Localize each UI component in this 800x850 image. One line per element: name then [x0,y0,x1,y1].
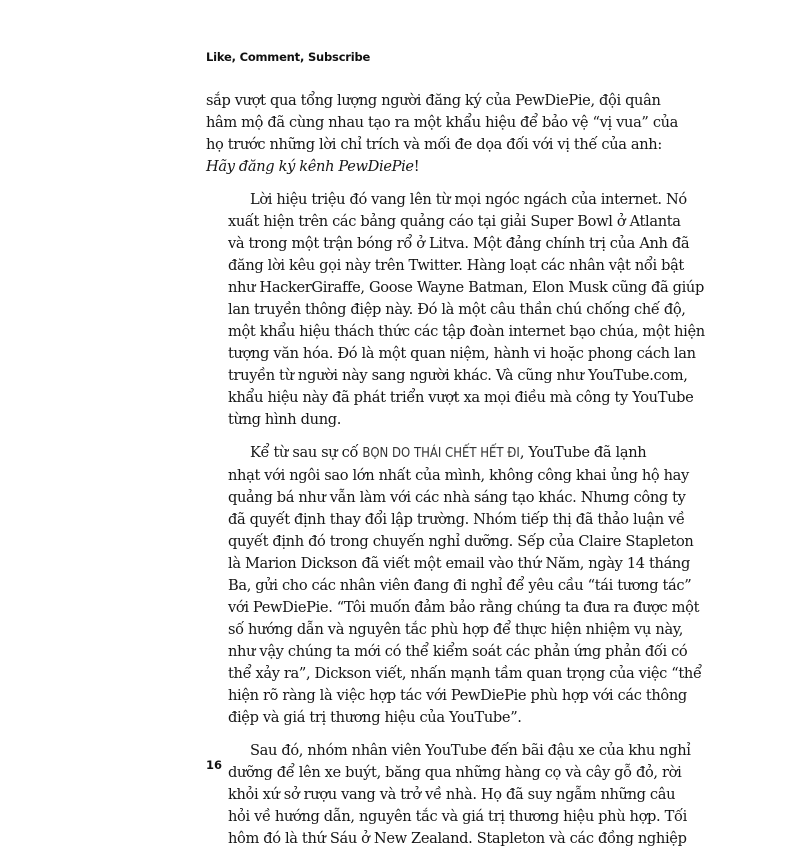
text-line: nhạt với ngôi sao lớn nhất của mình, không công khai ủng hộ hay [228,467,689,484]
text-line: là Marion Dickson đã viết một email vào thứ Năm, ngày 14 tháng [228,555,690,572]
text-line: lan truyền thông điệp này. Đó là một câu thần chú chống chế độ, [228,301,686,318]
paragraph [206,442,702,729]
body-text [206,90,705,850]
text-line: với PewDiePie. “Tôi muốn đảm bảo rằng chúng ta đưa ra được một [228,599,700,616]
text-line: điệp và giá trị thương hiệu của YouTube”. [228,709,522,726]
paragraph [206,740,691,850]
text-line: sắp vượt qua tổng lượng người đăng ký của PewDiePie, đội quân [206,92,661,109]
text-line: một khẩu hiệu thách thức các tập đoàn internet bạo chúa, một hiện [228,323,705,340]
text-line: như vậy chúng ta mới có thể kiểm soát các phản ứng phản đối có [228,643,688,660]
page-number: 16 [206,758,223,772]
text-line: thể xảy ra”, Dickson viết, nhấn mạnh tầm quan trọng của việc “thể [228,665,702,682]
text-line: Kể từ sau sự cố BỌN DO THÁI CHẾT HẾT ĐI, YouTube đã lạnh [250,444,647,461]
text-line: đăng lời kêu gọi này trên Twitter. Hàng loạt các nhân vật nổi bật [228,257,684,274]
text-line: từng hình dung. [228,411,342,428]
text-line: hâm mộ đã cùng nhau tạo ra một khẩu hiệu để bảo vệ “vị vua” của [206,114,679,131]
text-line: khỏi xứ sở rượu vang và trở về nhà. Họ đã suy ngẫm những câu [228,786,676,803]
text-line: dưỡng để lên xe buýt, băng qua những hàng cọ và cây gỗ đỏ, rời [228,764,682,781]
running-header: Like, Comment, Subscribe [206,50,371,64]
text-line: Lời hiệu triệu đó vang lên từ mọi ngóc ngách của internet. Nó [250,191,687,208]
text-line: và trong một trận bóng rổ ở Litva. Một đảng chính trị của Anh đã [228,235,690,252]
text-line: khẩu hiệu này đã phát triển vượt xa mọi điều mà công ty YouTube [228,389,694,406]
paragraph [206,90,679,178]
paragraph [206,189,705,431]
text-line: Hãy đăng ký kênh PewDiePie! [206,158,420,175]
text-line: hôm đó là thứ Sáu ở New Zealand. Stapleton và các đồng nghiệp [228,830,687,847]
text-line: Sau đó, nhóm nhân viên YouTube đến bãi đậu xe của khu nghỉ [250,742,691,759]
text-line: đã quyết định thay đổi lập trường. Nhóm tiếp thị đã thảo luận về [228,511,685,528]
text-line: quảng bá như vẫn làm với các nhà sáng tạo khác. Nhưng công ty [228,489,686,506]
text-line: truyền từ người này sang người khác. Và cũng như YouTube.com, [228,367,688,384]
text-line: hỏi về hướng dẫn, nguyên tắc và giá trị thương hiệu phù hợp. Tối [228,808,687,825]
text-line: quyết định đó trong chuyến nghỉ dưỡng. Sếp của Claire Stapleton [228,533,694,550]
text-line: xuất hiện trên các bảng quảng cáo tại giải Super Bowl ở Atlanta [228,213,681,230]
text-line: như HackerGiraffe, Goose Wayne Batman, Elon Musk cũng đã giúp [228,279,704,296]
text-line: họ trước những lời chỉ trích và mối đe dọa đối với vị thế của anh: [206,136,662,153]
text-line: số hướng dẫn và nguyên tắc phù hợp để thực hiện nhiệm vụ này, [228,621,684,638]
text-line: hiện rõ ràng là việc hợp tác với PewDiePie phù hợp với các thông [228,687,687,704]
text-line: Ba, gửi cho các nhân viên đang đi nghỉ để yêu cầu “tái tương tác” [228,577,692,594]
text-line: tượng văn hóa. Đó là một quan niệm, hành vi hoặc phong cách lan [228,345,696,362]
